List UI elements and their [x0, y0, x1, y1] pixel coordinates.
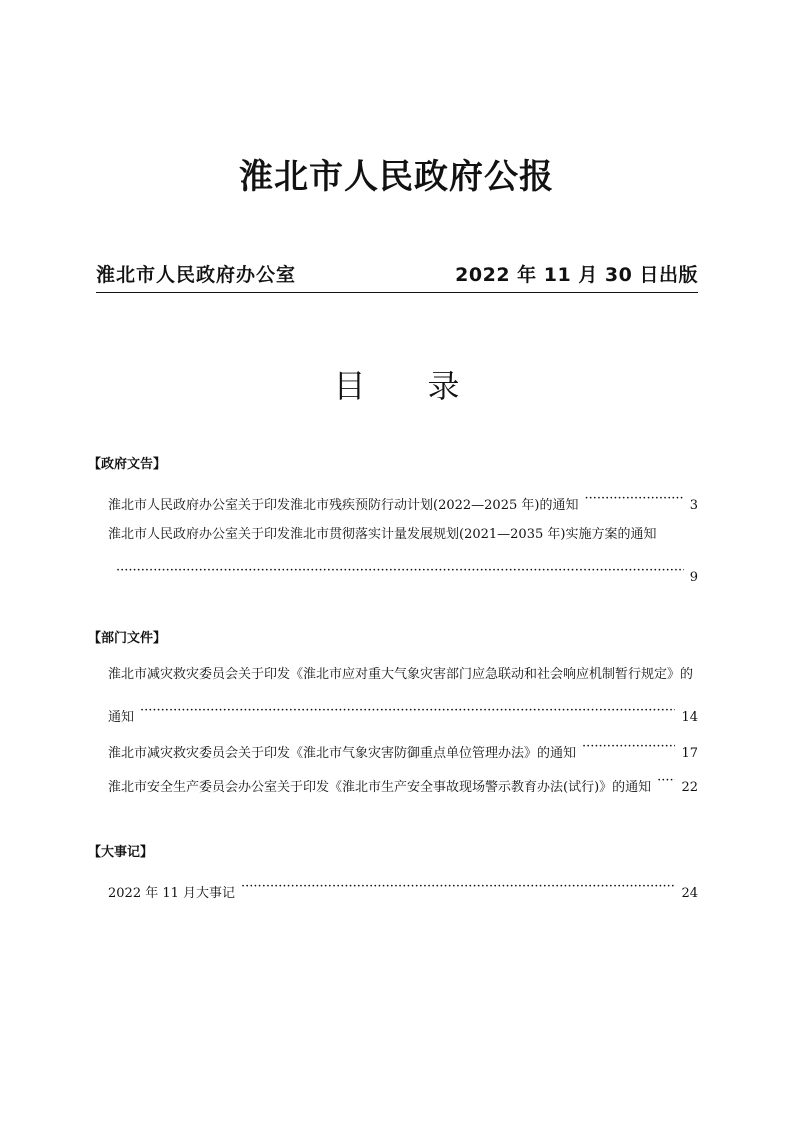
section-label-government-notices: 【政府文告】 — [88, 457, 167, 472]
toc-heading-right: 录 — [427, 367, 460, 405]
masthead-divider — [96, 292, 698, 293]
toc-entry-title: 2022 年 11 月大事记 — [108, 886, 236, 901]
toc-entry[interactable] — [108, 525, 698, 545]
toc-entry-page: 17 — [681, 746, 698, 761]
dot-leader — [241, 877, 675, 897]
toc-entry-page: 22 — [681, 780, 698, 795]
toc-entry[interactable] — [108, 737, 698, 764]
publish-date: 2022 年 11 月 30 日出版 — [455, 264, 698, 286]
publisher-name: 淮北市人民政府办公室 — [96, 264, 297, 286]
toc-entry-title: 淮北市人民政府办公室关于印发淮北市残疾预防行动计划(2022—2025 年)的通知 — [108, 498, 579, 513]
toc-entry-title: 淮北市人民政府办公室关于印发淮北市贯彻落实计量发展规划(2021—2035 年)实施方案的通知 — [108, 527, 657, 542]
toc-entry[interactable] — [108, 489, 698, 516]
toc-entry-page: 24 — [681, 886, 698, 901]
toc-entry-continuation[interactable] — [108, 701, 698, 728]
toc-entry-title: 淮北市安全生产委员会办公室关于印发《淮北市生产安全事故现场警示教育办法(试行)》的通知 — [108, 780, 652, 795]
dot-leader — [140, 701, 675, 721]
dot-leader — [584, 489, 683, 509]
toc-entry-title: 通知 — [108, 710, 135, 725]
dot-leader — [582, 737, 675, 757]
bulletin-title: 淮北市人民政府公报 — [239, 157, 554, 197]
toc-heading-left: 目 — [333, 367, 366, 405]
masthead — [96, 256, 698, 288]
toc-entry[interactable] — [108, 665, 698, 685]
dot-leader — [116, 561, 684, 581]
toc-entry-title: 淮北市减灾救灾委员会关于印发《淮北市气象灾害防御重点单位管理办法》的通知 — [108, 746, 577, 761]
toc-entry-title: 淮北市减灾救灾委员会关于印发《淮北市应对重大气象灾害部门应急联动和社会响应机制暂行规定》的 — [108, 667, 694, 682]
toc-heading — [0, 364, 793, 408]
section-label-chronicle: 【大事记】 — [88, 845, 154, 860]
toc-entry-page: 3 — [689, 498, 698, 513]
toc-entry-page: 9 — [689, 570, 698, 585]
toc-entry[interactable] — [108, 877, 698, 904]
section-label-department-documents: 【部门文件】 — [88, 631, 167, 646]
dot-leader — [657, 771, 675, 791]
toc-entry-continuation[interactable] — [116, 561, 698, 588]
toc-entry[interactable] — [108, 771, 698, 798]
toc-entry-page: 14 — [681, 710, 698, 725]
